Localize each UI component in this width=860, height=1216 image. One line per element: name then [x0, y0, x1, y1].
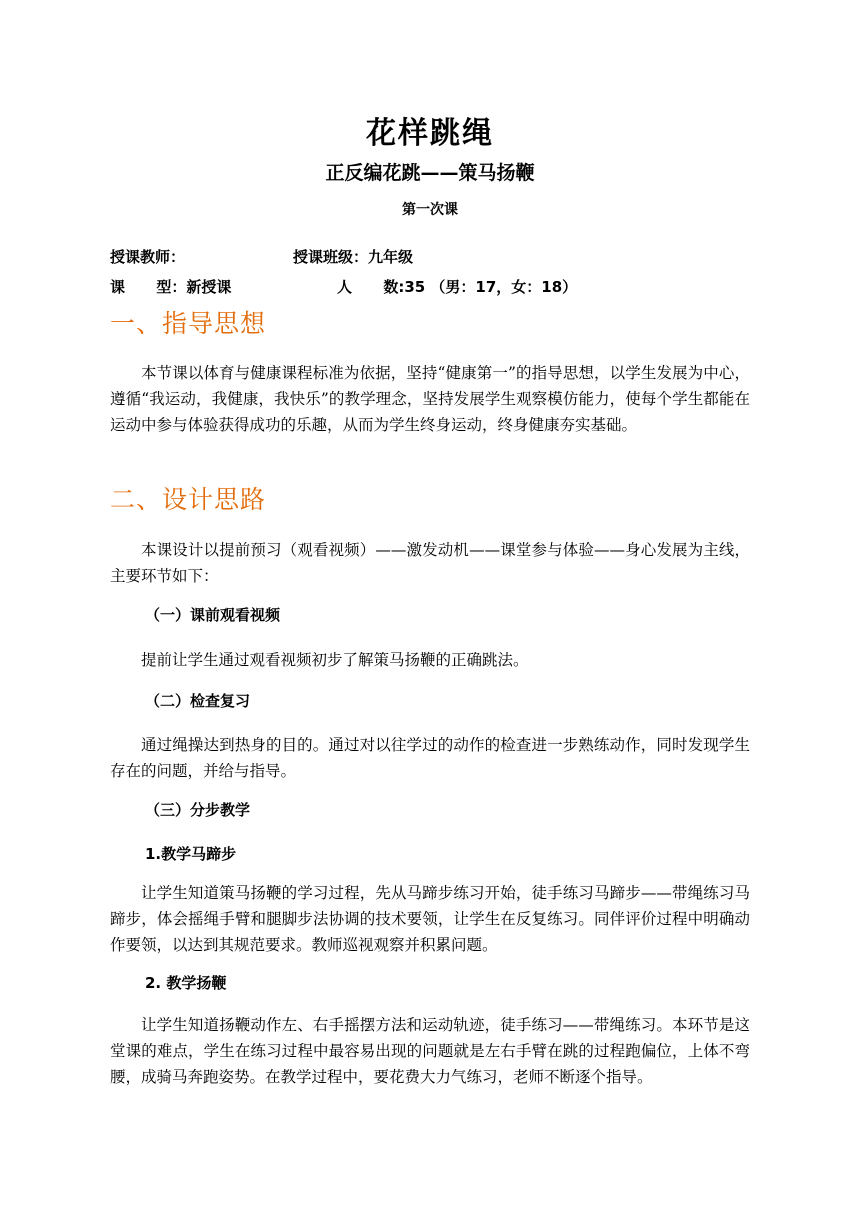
subheading-review: （二）检查复习	[145, 692, 251, 710]
subheading-preview-video: （一）课前观看视频	[145, 606, 281, 624]
subheading-whip: 2. 教学扬鞭	[145, 974, 227, 992]
lesson-type-label: 课 型：新授课	[110, 278, 232, 296]
class-label: 授课班级：九年级	[293, 248, 414, 266]
section-heading-guiding-thought: 一、指导思想	[110, 309, 267, 338]
teacher-label: 授课教师：	[110, 248, 186, 266]
lesson-number: 第一次课	[402, 202, 458, 218]
paragraph-horse-step: 让学生知道策马扬鞭的学习过程，先从马蹄步练习开始，徒手练习马蹄步——带绳练习马蹄步，体会摇绳手臂和腿脚步法协调的技术要领，让学生在反复练习。同伴评价过程中明确动作要领，以达到其规范要求。教师巡视观察并积累问题。	[110, 884, 750, 954]
section-heading-design-idea: 二、设计思路	[110, 485, 267, 514]
paragraph-review: 通过绳操达到热身的目的。通过对以往学过的动作的检查进一步熟练动作，同时发现学生存在的问题，并给与指导。	[110, 736, 750, 780]
subheading-stepwise-teaching: （三）分步教学	[145, 801, 251, 819]
paragraph-preview-video: 提前让学生通过观看视频初步了解策马扬鞭的正确跳法。	[141, 651, 529, 669]
paragraph-whip: 让学生知道扬鞭动作左、右手摇摆方法和运动轨迹，徒手练习——带绳练习。本环节是这堂课的难点，学生在练习过程中最容易出现的问题就是左右手臂在跳的过程跑偏位，上体不弯腰，成骑马奔跑姿势。在教学过程中，要花费大力气练习，老师不断逐个指导。	[110, 1016, 750, 1086]
student-count-label: 人 数:35 （男：17，女：18）	[337, 278, 578, 296]
subheading-horse-step: 1.教学马蹄步	[145, 845, 237, 863]
document-title: 花样跳绳	[366, 116, 494, 151]
section-paragraph-design-idea: 本课设计以提前预习（观看视频）——激发动机——课堂参与体验——身心发展为主线，主要环节如下：	[110, 541, 750, 585]
document-subtitle: 正反编花跳——策马扬鞭	[325, 162, 535, 184]
section-paragraph-guiding-thought: 本节课以体育与健康课程标准为依据，坚持“健康第一”的指导思想，以学生发展为中心，遵循“我运动，我健康，我快乐”的教学理念，坚持发展学生观察模仿能力，使每个学生都能在运动中参与体验获得成功的乐趣，从而为学生终身运动，终身健康夯实基础。	[110, 364, 750, 434]
